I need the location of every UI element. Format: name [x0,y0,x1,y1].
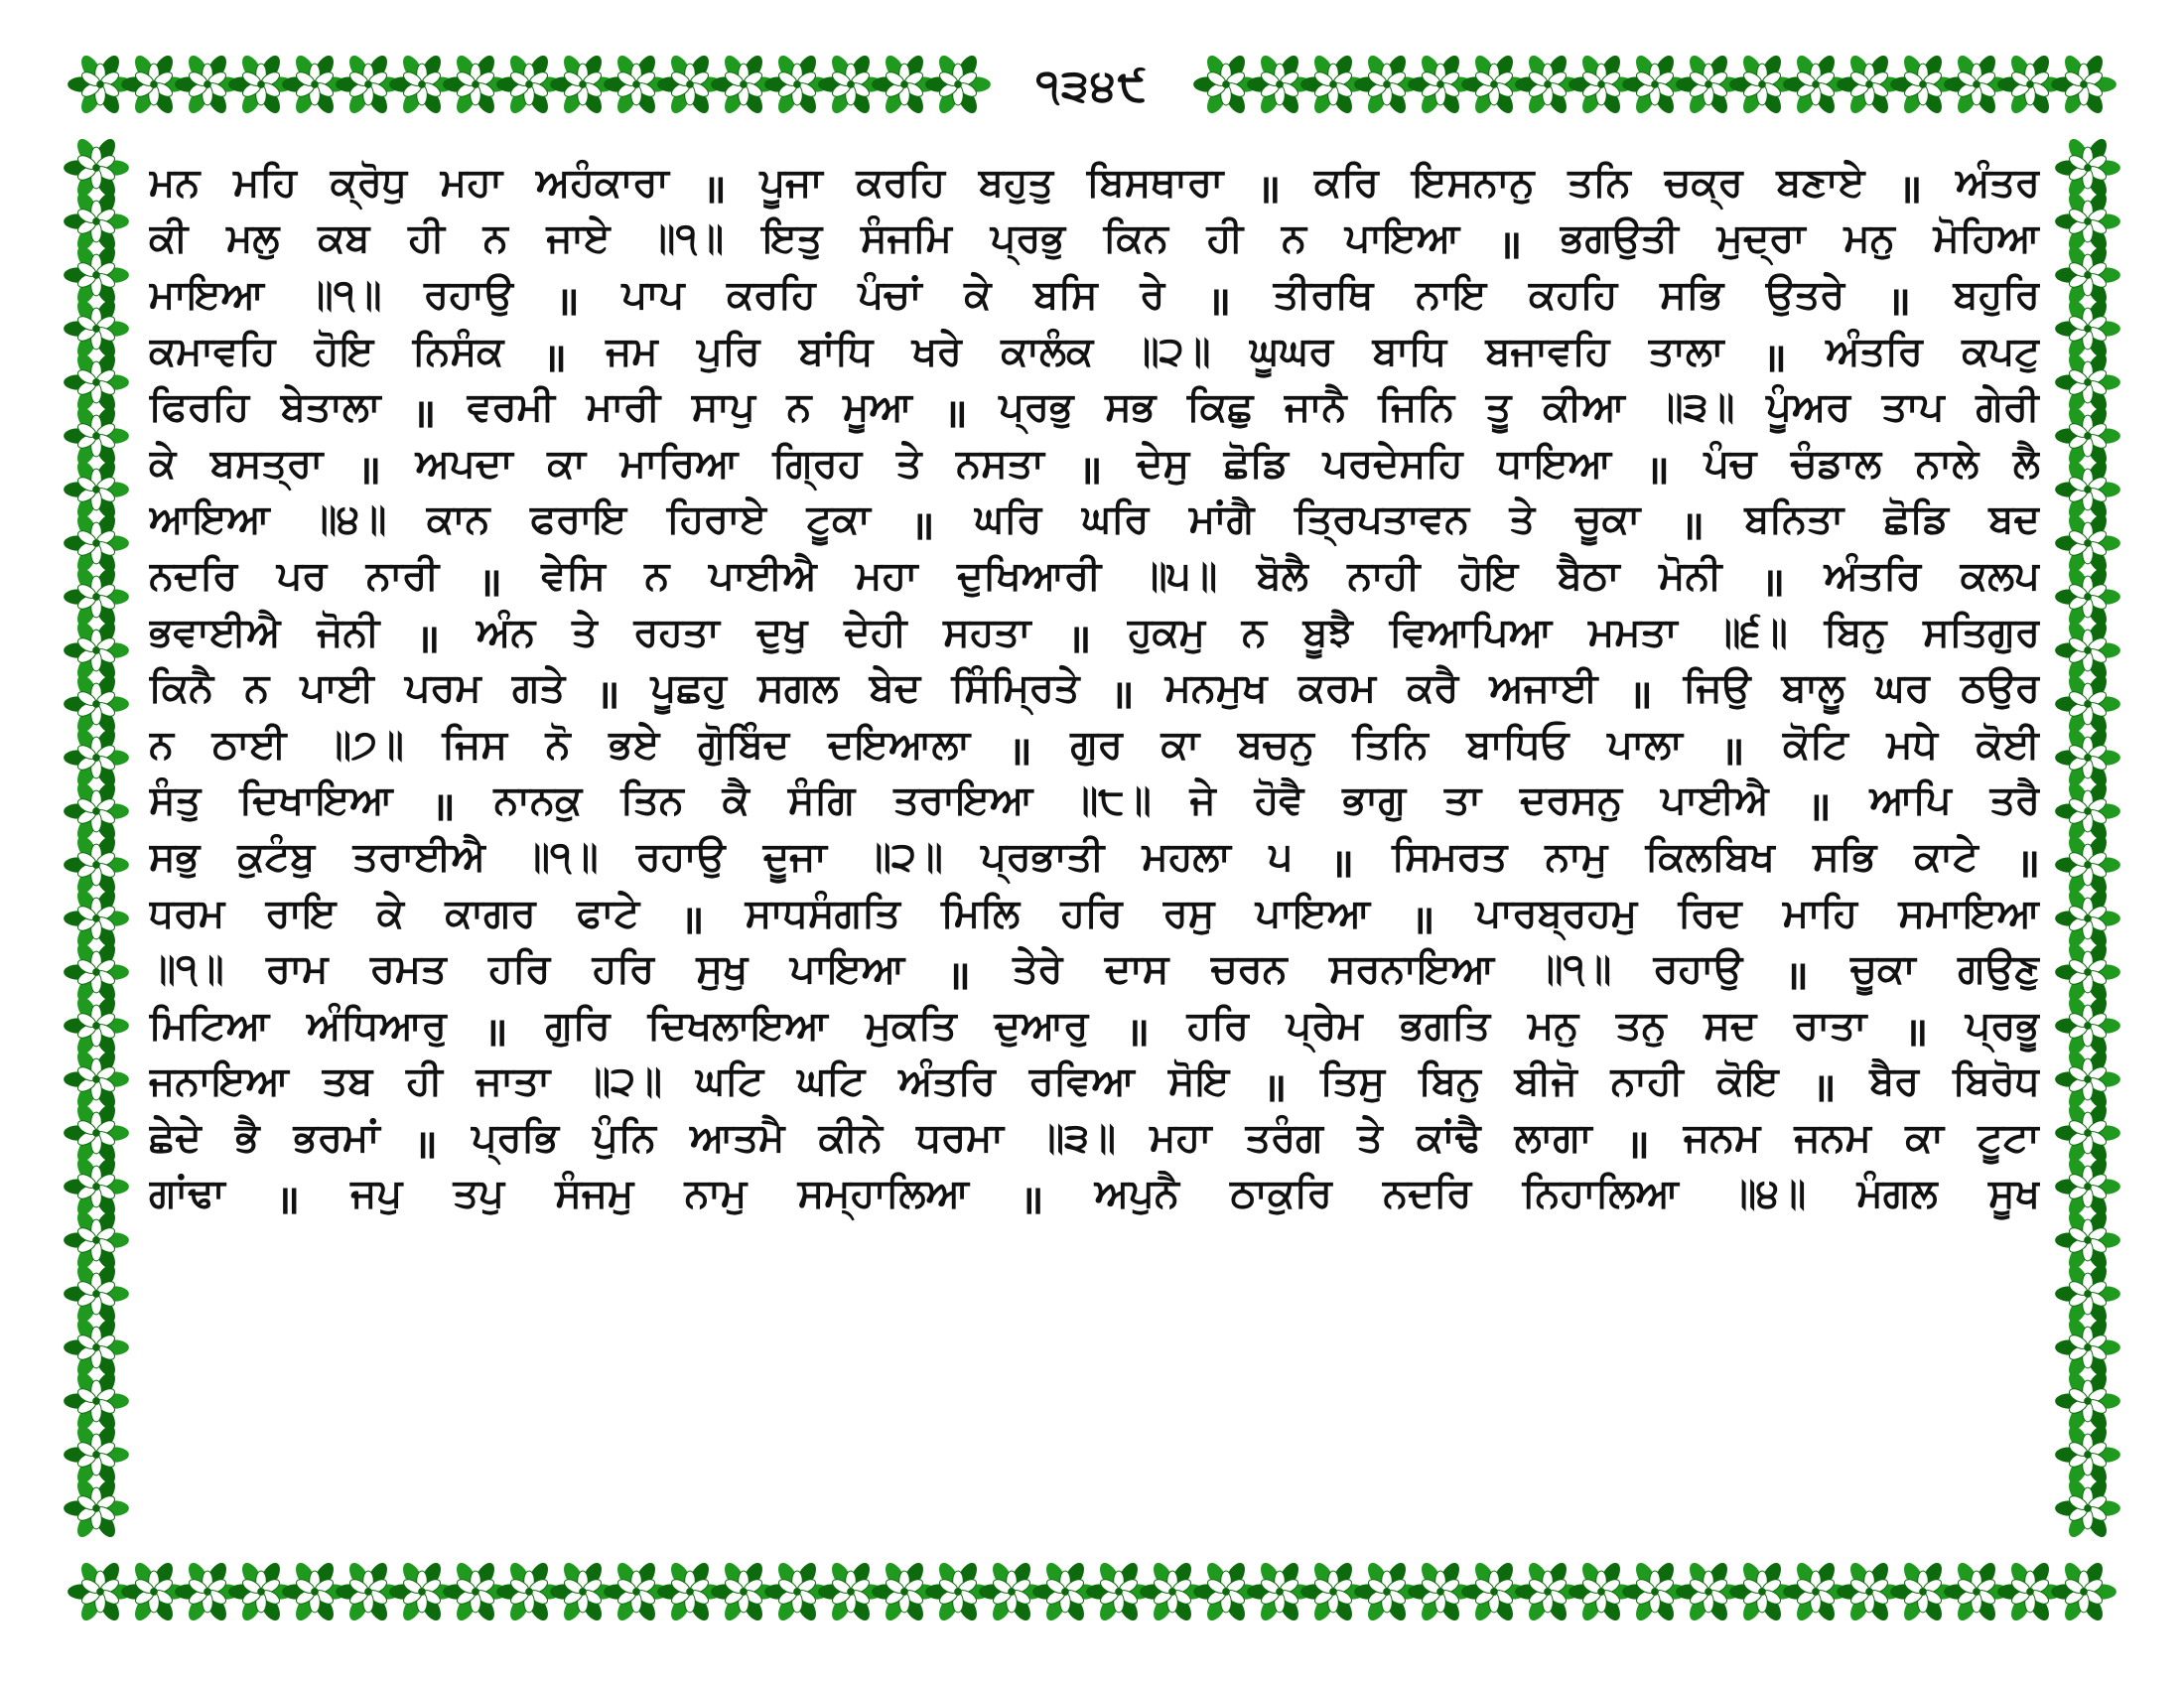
flower-icon [64,1477,129,1541]
verse-line-text: ਮਾਇਆ ॥੧॥ ਰਹਾਉ ॥ ਪਾਪ ਕਰਹਿ ਪੰਚਾਂ ਕੇ ਬਸਿ ਰੇ ॥ ਤੀਰਥਿ ਨਾਇ ਕਹਹਿ ਸਭਿ ਉਤਰੇ ॥ ਬਹੁਰਿ [149,271,2040,325]
verse-line-text: ਭਵਾਈਐ ਜੋਨੀ ॥ ਅੰਨ ਤੇ ਰਹਤਾ ਦੁਖੁ ਦੇਹੀ ਸਹਤਾ ॥ ਹੁਕਮੁ ਨ ਬੂਝੈ ਵਿਆਪਿਆ ਮਮਤਾ ॥੬॥ ਬਿਨੁ ਸਤਿਗੁਰ [149,609,2040,662]
verse-line-text: ਜਨਾਇਆ ਤਬ ਹੀ ਜਾਤਾ ॥੨॥ ਘਟਿ ਘਟਿ ਅੰਤਰਿ ਰਵਿਆ ਸੋਇ ॥ ਤਿਸੁ ਬਿਨੁ ਬੀਜੋ ਨਾਹੀ ਕੋਇ ॥ ਬੈਰ ਬਿਰੋਧ [149,1058,2040,1112]
verse-line-text: ਕਿਨੈ ਨ ਪਾਈ ਪਰਮ ਗਤੇ ॥ ਪੂਛਹੁ ਸਗਲ ਬੇਦ ਸਿੰਮ੍ਰਿਤੇ ॥ ਮਨਮੁਖ ਕਰਮ ਕਰੈ ਅਜਾਈ ॥ ਜਿਉ ਬਾਲੂ ਘਰ ਠਉਰ [149,665,2040,719]
flower-icon [2055,779,2120,844]
verse-line-text: ਕੇ ਬਸਤ੍ਰਾ ॥ ਅਪਦਾ ਕਾ ਮਾਰਿਆ ਗ੍ਰਿਹ ਤੇ ਨਸਤਾ ॥ ਦੇਸੁ ਛੋਡਿ ਪਰਦੇਸਹਿ ਧਾਇਆ ॥ ਪੰਚ ਚੰਡਾਲ ਨਾਲੇ ਲੈ [149,440,2040,493]
verse-line [149,609,2040,665]
flower-icon [2055,190,2120,254]
verse-line [149,777,2040,834]
flower-icon [64,1208,129,1273]
verse-line-text: ਸੰਤੁ ਦਿਖਾਇਆ ॥ ਨਾਨਕੁ ਤਿਨ ਕੈ ਸੰਗਿ ਤਰਾਇਆ ॥੮॥ ਜੇ ਹੋਵੈ ਭਾਗੁ ਤਾ ਦਰਸਨੁ ਪਾਈਐ ॥ ਆਪਿ ਤਰੈ [149,777,2040,831]
verse-line [149,383,2040,440]
verse-line [149,1171,2040,1227]
verse-line [149,496,2040,553]
verse-line [149,1114,2040,1171]
flower-icon [64,458,129,522]
flower-icon [2055,1101,2120,1166]
page-number-container [1003,56,1181,115]
verse-line [149,1058,2040,1115]
verse-line [149,1002,2040,1058]
flower-icon [2055,833,2120,898]
verse-line [149,215,2040,272]
flower-icon [64,190,129,254]
flower-icon [64,833,129,898]
floral-border-right [2053,119,2122,1557]
verse-line [149,440,2040,496]
flower-icon [64,243,129,308]
flower-icon [64,511,129,576]
floral-border-left [62,119,131,1557]
flower-icon [2055,726,2120,790]
flower-icon [2051,53,2116,117]
flower-icon [64,726,129,790]
flower-icon [925,53,991,117]
scripture-text-block [149,159,2040,1549]
flower-icon [64,1423,129,1487]
flower-icon [64,940,129,1005]
flower-icon [2055,1262,2120,1327]
flower-icon [2055,351,2120,415]
flower-icon [2055,619,2120,683]
verse-line [149,552,2040,609]
flower-icon [64,297,129,361]
flower-icon [2055,1155,2120,1219]
verse-line [149,328,2040,384]
flower-icon [64,404,129,469]
verse-line-text: ਨ ਠਾਈ ॥੭॥ ਜਿਸ ਨੋ ਭਏ ਗੋੁਬਿੰਦ ਦਇਆਲਾ ॥ ਗੁਰ ਕਾ ਬਚਨੁ ਤਿਨਿ ਬਾਧਿਓ ਪਾਲਾ ॥ ਕੋਟਿ ਮਧੇ ਕੋਈ [149,721,2040,774]
flower-icon [64,1048,129,1112]
flower-icon [64,136,129,201]
flower-icon [2055,404,2120,469]
verse-line [149,271,2040,328]
verse-line [149,945,2040,1002]
flower-icon [64,672,129,737]
verse-line-text: ਫਿਰਹਿ ਬੇਤਾਲਾ ॥ ਵਰਮੀ ਮਾਰੀ ਸਾਪੁ ਨ ਮੂਆ ॥ ਪ੍ਰਭੁ ਸਭ ਕਿਛੁ ਜਾਨੈ ਜਿਨਿ ਤੂ ਕੀਆ ॥੩॥ ਪੂੰਅਰ ਤਾਪ ਗੇਰੀ [149,384,2040,438]
flower-icon [2055,243,2120,308]
flower-icon [2055,458,2120,522]
flower-icon [2055,1423,2120,1487]
flower-icon [2055,1477,2120,1541]
verse-line-text: ਨਦਰਿ ਪਰ ਨਾਰੀ ॥ ਵੇਸਿ ਨ ਪਾਈਐ ਮਹਾ ਦੁਖਿਆਰੀ ॥੫॥ ਬੋਲੈ ਨਾਹੀ ਹੋਇ ਬੈਠਾ ਮੋਨੀ ॥ ਅੰਤਰਿ ਕਲਪ [149,552,2040,606]
verse-line [149,890,2040,946]
flower-icon [2055,1048,2120,1112]
verse-line-text: ਮਿਟਿਆ ਅੰਧਿਆਰੁ ॥ ਗੁਰਿ ਦਿਖਲਾਇਆ ਮੁਕਤਿ ਦੁਆਰੁ ॥ ਹਰਿ ਪ੍ਰੇਮ ਭਗਤਿ ਮਨੁ ਤਨੁ ਸਦ ਰਾਤਾ ॥ ਪ੍ਰਭੂ [149,1002,2040,1055]
flower-icon [2055,1316,2120,1380]
flower-icon [2055,136,2120,201]
flower-icon [64,779,129,844]
flower-icon [64,1369,129,1434]
floral-border-bottom [62,1557,2122,1626]
flower-icon [64,351,129,415]
flower-icon [2055,1369,2120,1434]
flower-icon [2055,1208,2120,1273]
verse-line [149,664,2040,721]
flower-icon [64,619,129,683]
flower-icon [64,565,129,630]
verse-line [149,721,2040,777]
verse-line-text: ਕਮਾਵਹਿ ਹੋਇ ਨਿਸੰਕ ॥ ਜਮ ਪੁਰਿ ਬਾਂਧਿ ਖਰੇ ਕਾਲੰਕ ॥੨॥ ਘੂਘਰ ਬਾਧਿ ਬਜਾਵਹਿ ਤਾਲਾ ॥ ਅੰਤਰਿ ਕਪਟੁ [149,328,2040,381]
verse-line-text: ਗਾਂਢਾ ॥ ਜਪੁ ਤਪੁ ਸੰਜਮੁ ਨਾਮੁ ਸਮ੍ਹਾਲਿਆ ॥ ਅਪੁਨੈ ਠਾਕੁਰਿ ਨਦਰਿ ਨਿਹਾਲਿਆ ॥੪॥ ਮੰਗਲ ਸੂਖ [149,1171,2040,1224]
flower-icon [2055,297,2120,361]
flower-icon [64,887,129,951]
flower-icon [64,1316,129,1380]
page-number: ੧੩੪੯ [1035,60,1149,111]
flower-icon [2055,994,2120,1058]
flower-icon [2055,672,2120,737]
verse-line-text: ॥੧॥ ਰਾਮ ਰਮਤ ਹਰਿ ਹਰਿ ਸੁਖੁ ਪਾਇਆ ॥ ਤੇਰੇ ਦਾਸ ਚਰਨ ਸਰਨਾਇਆ ॥੧॥ ਰਹਾਉ ॥ ਚੂਕਾ ਗਉਣੁ [149,946,2040,1000]
verse-line-text: ਛੇਦੇ ਭੈ ਭਰਮਾਂ ॥ ਪ੍ਰਭਿ ਪੁੰਨਿ ਆਤਮੈ ਕੀਨੇ ਧਰਮਾ ॥੩॥ ਮਹਾ ਤਰੰਗ ਤੇ ਕਾਂਢੈ ਲਾਗਾ ॥ ਜਨਮ ਜਨਮ ਕਾ ਟੂਟਾ [149,1114,2040,1168]
verse-line-text: ਕੀ ਮਲੁ ਕਬ ਹੀ ਨ ਜਾਏ ॥੧॥ ਇਤੁ ਸੰਜਮਿ ਪ੍ਰਭੁ ਕਿਨ ਹੀ ਨ ਪਾਇਆ ॥ ਭਗਉਤੀ ਮੁਦ੍ਰਾ ਮਨੁ ਮੋਹਿਆ [149,215,2040,269]
verse-line-text: ਆਇਆ ॥੪॥ ਕਾਨ ਫਰਾਇ ਹਿਰਾਏ ਟੂਕਾ ॥ ਘਰਿ ਘਰਿ ਮਾਂਗੈ ਤ੍ਰਿਪਤਾਵਨ ਤੇ ਚੂਕਾ ॥ ਬਨਿਤਾ ਛੋਡਿ ਬਦ [149,496,2040,550]
verse-line [149,159,2040,215]
flower-icon [2051,1560,2116,1624]
flower-icon [2055,565,2120,630]
flower-icon [64,1155,129,1219]
flower-icon [2055,940,2120,1005]
verse-line-text: ਧਰਮ ਰਾਇ ਕੇ ਕਾਗਰ ਫਾਟੇ ॥ ਸਾਧਸੰਗਤਿ ਮਿਲਿ ਹਰਿ ਰਸੁ ਪਾਇਆ ॥ ਪਾਰਬ੍ਰਹਮੁ ਰਿਦ ਮਾਹਿ ਸਮਾਇਆ [149,890,2040,943]
verse-line-text: ਮਨ ਮਹਿ ਕ੍ਰੋਧੁ ਮਹਾ ਅਹੰਕਾਰਾ ॥ ਪੂਜਾ ਕਰਹਿ ਬਹੁਤੁ ਬਿਸਥਾਰਾ ॥ ਕਰਿ ਇਸਨਾਨੁ ਤਨਿ ਚਕ੍ਰ ਬਣਾਏ ॥ ਅੰਤਰ [149,159,2040,212]
verse-line [149,833,2040,890]
flower-icon [64,994,129,1058]
flower-icon [2055,887,2120,951]
flower-icon [64,1101,129,1166]
verse-line-text: ਸਭੁ ਕੁਟੰਬੁ ਤਰਾਈਐ ॥੧॥ ਰਹਾਉ ਦੂਜਾ ॥੨॥ ਪ੍ਰਭਾਤੀ ਮਹਲਾ ੫ ॥ ਸਿਮਰਤ ਨਾਮੁ ਕਿਲਬਿਖ ਸਭਿ ਕਾਟੇ ॥ [149,833,2040,887]
flower-icon [2055,511,2120,576]
flower-icon [64,1262,129,1327]
